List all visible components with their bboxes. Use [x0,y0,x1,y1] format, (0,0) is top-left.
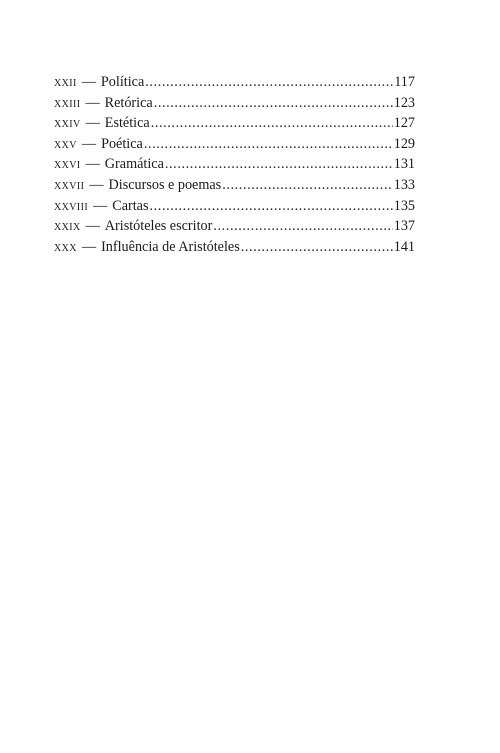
chapter-title: Retórica [104,94,153,111]
chapter-numeral: xxiii [54,94,81,111]
toc-entry-retorica [54,93,415,114]
separator-dash: — [93,197,108,214]
dot-leader [241,237,393,258]
separator-dash: — [81,238,97,255]
chapter-numeral: xxx [54,238,77,255]
chapter-numeral: xxv [54,135,77,152]
page-number: 129 [393,135,415,152]
dot-leader [144,134,393,155]
page-number: 127 [393,115,415,132]
separator-dash: — [85,115,100,132]
chapter-title: Estética [104,115,150,132]
toc-entry-politica [54,72,415,93]
toc-entry-gramatica [54,154,415,175]
dot-leader [165,154,393,175]
page-number: 135 [393,197,415,214]
page-number: 131 [393,156,415,173]
chapter-numeral: xxiv [54,115,81,132]
toc-entry-estetica [54,113,415,134]
toc-entry-cartas [54,196,415,217]
dot-leader [213,216,392,237]
toc-entry-discursos-e-poemas [54,175,415,196]
chapter-title: Política [100,74,145,90]
chapter-title: Cartas [112,197,149,214]
page-number: 137 [393,218,415,235]
chapter-numeral: xxvii [54,176,85,193]
dot-leader [150,196,393,217]
dot-leader [154,93,393,114]
separator-dash: — [85,94,100,111]
dot-leader [222,175,393,196]
chapter-numeral: xxix [54,218,81,235]
chapter-title: Discursos e poemas [108,176,222,193]
chapter-numeral: xxviii [54,197,89,214]
toc-entry-influencia-de-aristoteles [54,237,415,258]
chapter-title: Gramática [104,156,164,173]
page-number: 123 [393,94,415,111]
page-number: 133 [393,176,415,193]
table-of-contents [54,72,415,257]
separator-dash: — [81,135,97,152]
separator-dash: — [89,176,104,193]
separator-dash: — [81,74,96,90]
toc-entry-aristoteles-escritor [54,216,415,237]
page-number: 141 [393,238,415,255]
separator-dash: — [85,218,100,235]
toc-entry-poetica [54,134,415,155]
chapter-numeral: xxii [54,74,77,90]
page-number: 117 [394,74,415,90]
chapter-title: Poética [101,135,143,152]
chapter-title: Influência de Aristóteles [101,238,240,255]
separator-dash: — [85,156,100,173]
chapter-numeral: xxvi [54,156,81,173]
dot-leader [145,72,393,93]
chapter-title: Aristóteles escritor [104,218,213,235]
dot-leader [151,113,393,134]
